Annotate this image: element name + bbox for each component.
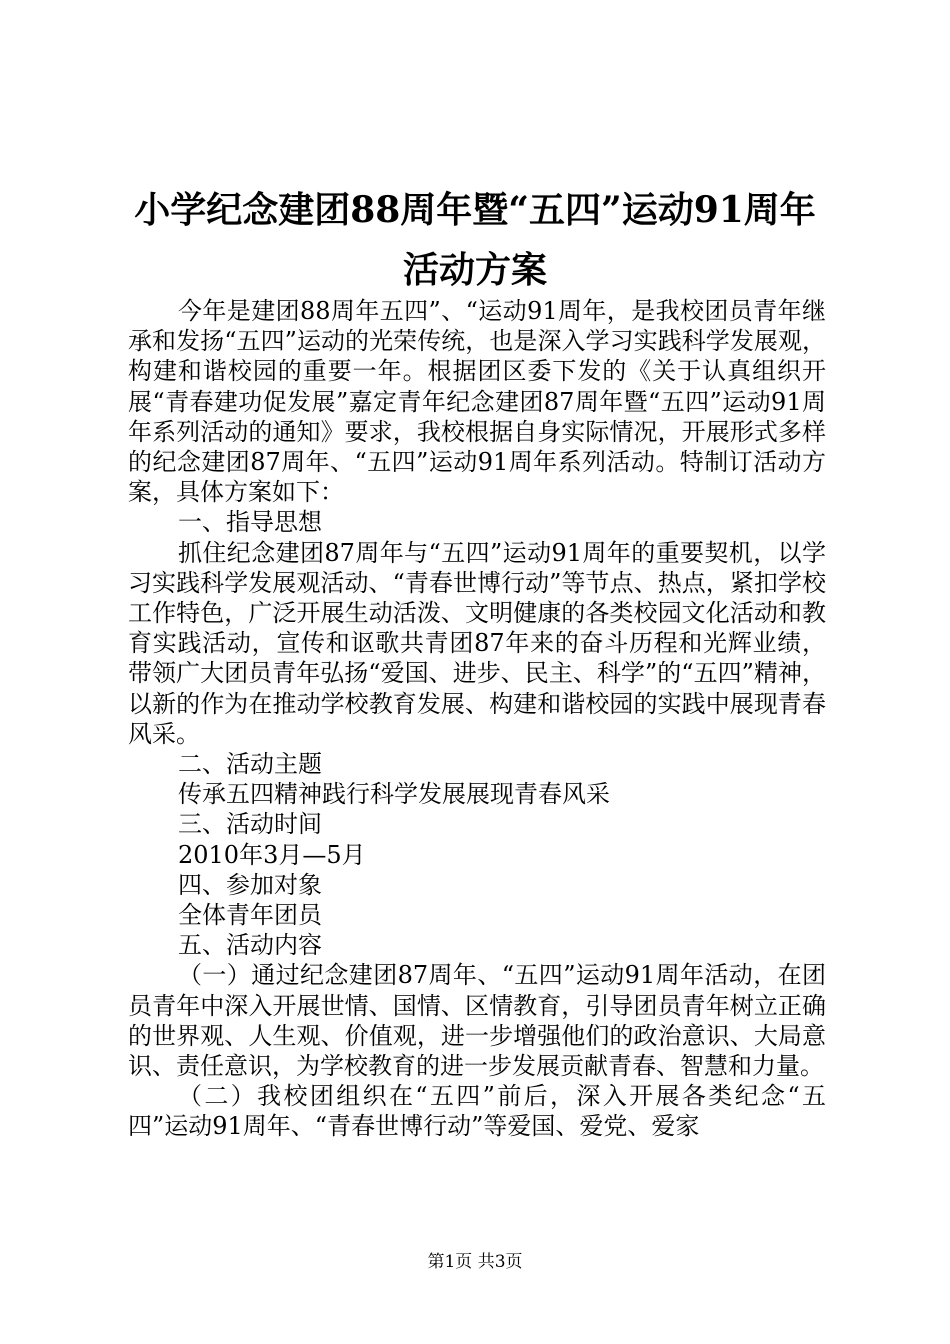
paragraph-content-item-1: （一）通过纪念建团87周年、“五四”运动91周年活动，在团员青年中深入开展世情、国情、区情教育，引导团员青年树立正确的世界观、人生观、价值观，进一步增强他们的政治意识、大局意识、责任意识，为学校教育的进一步发展贡献青春、智慧和力量。 [128,961,826,1081]
section-heading-participants: 四、参加对象 [178,870,322,899]
paragraph-intro: 今年是建团88周年五四”、“运动91周年，是我校团员青年继承和发扬“五四”运动的光荣传统，也是深入学习实践科学发展观，构建和谐校园的重要一年。根据团区委下发的《关于认真组织开展“青春建功促发展”嘉定青年纪念建团87周年暨“五四”运动91周年系列活动的通知》要求，我校根据自身实际情况，开展形式多样的纪念建团87周年、“五四”运动91周年系列活动。特制订活动方案，具体方案如下： [128,297,826,507]
paragraph-content-item-2: （二）我校团组织在“五四”前后，深入开展各类纪念“五四”运动91周年、“青春世博行动”等爱国、爱党、爱家 [128,1082,826,1141]
paragraph-participants: 全体青年团员 [178,901,322,930]
paragraph-theme: 传承五四精神践行科学发展展现青春风采 [178,780,610,809]
page-footer: 第1页 共3页 [427,1252,523,1272]
paragraph-time: 2010年3月—5月 [178,840,366,869]
section-heading-guiding-thought: 一、指导思想 [178,508,322,537]
section-heading-theme: 二、活动主题 [178,750,322,779]
document-body [128,296,826,1142]
paragraph-guiding-thought: 抓住纪念建团87周年与“五四”运动91周年的重要契机，以学习实践科学发展观活动、“青春世博行动”等节点、热点，紧扣学校工作特色，广泛开展生动活泼、文明健康的各类校园文化活动和教育实践活动，宣传和讴歌共青团87年来的奋斗历程和光辉业绩，带领广大团员青年弘扬“爱国、进步、民主、科学”的“五四”精神，以新的作为在推动学校教育发展、构建和谐校园的实践中展现青春风采。 [128,538,826,748]
section-heading-time: 三、活动时间 [178,810,322,839]
document-title-line1: 小学纪念建团88周年暨“五四”运动91周年 [134,189,816,231]
section-heading-content: 五、活动内容 [178,931,322,960]
document-title-line2: 活动方案 [402,249,547,291]
